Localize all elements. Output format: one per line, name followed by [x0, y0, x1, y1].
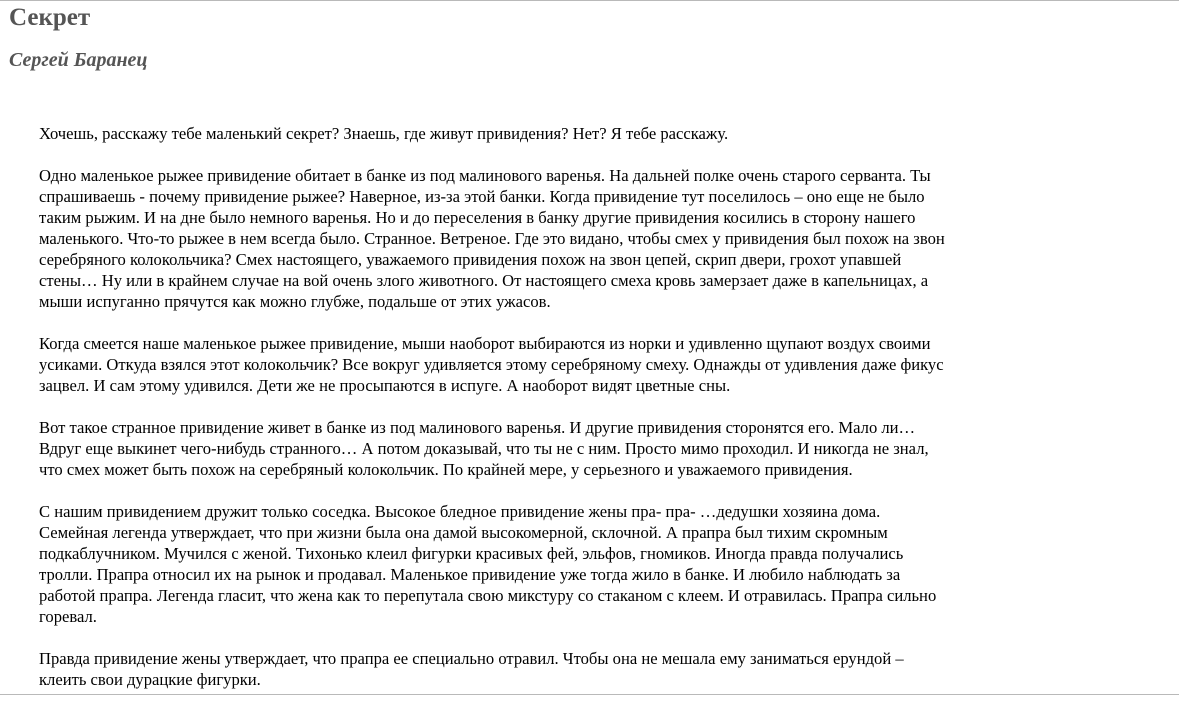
story-text: [39, 123, 1029, 711]
paragraph-line: Семейная легенда утверждает, что при жизни была она дамой высокомерной, склочной. А прапра был тихим скромным: [39, 523, 888, 542]
paragraph-line: Когда смеется наше маленькое рыжее привидение, мыши наоборот выбираются из норки и удивленно щупают воздух своими: [39, 334, 931, 353]
paragraph-line: что смех может быть похож на серебряный колокольчик. По крайней мере, у серьезного и уважаемого привидения.: [39, 460, 853, 479]
story-paragraph: [39, 501, 1029, 627]
paragraph-line: таким рыжим. И на дне было немного варенья. Но и до переселения в банку другие привидения косились в сторону нашего: [39, 208, 916, 227]
paragraph-line: Одно маленькое рыжее привидение обитает в банке из под малинового варенья. На дальней полке очень старого серванта. Ты: [39, 166, 931, 185]
paragraph-line: серебряного колокольчика? Смех настоящего, уважаемого привидения похож на звон цепей, скрип двери, грохот упавшей: [39, 250, 902, 269]
paragraph-line: стены… Ну или в крайнем случае на вой очень злого животного. От настоящего смеха кровь замерзает даже в капельницах, а: [39, 271, 929, 290]
paragraph-line: усиками. Откуда взялся этот колокольчик? Все вокруг удивляется этому серебряному смеху. Однажды от удивления даже фикус: [39, 355, 944, 374]
paragraph-line: горевал.: [39, 607, 97, 626]
paragraph-line: подкаблучником. Мучился с женой. Тихонько клеил фигурки красивых фей, эльфов, гномиков. Иногда правда получались: [39, 544, 904, 563]
paragraph-line: С нашим привидением дружит только соседка. Высокое бледное привидение жены пра- пра- …дедушки хозяина дома.: [39, 502, 881, 521]
paragraph-line: мыши испуганно прячутся как можно глубже, подальше от этих ужасов.: [39, 292, 551, 311]
paragraph-line: тролли. Прапра относил их на рынок и продавал. Маленькое привидение уже тогда жило в банке. И любило наблюдать за: [39, 565, 901, 584]
story-paragraph: [39, 333, 1029, 396]
paragraph-line: Хочешь, расскажу тебе маленький секрет? Знаешь, где живут привидения? Нет? Я тебе расскажу.: [39, 124, 729, 143]
paragraph-line: Правда привидение жены утверждает, что прапра ее специально отравил. Чтобы она не мешала ему заниматься ерундой –: [39, 649, 904, 668]
paragraph-line: Вдруг еще выкинет чего-нибудь странного… А потом доказывай, что ты не с ним. Просто мимо проходил. И никогда не знал,: [39, 439, 929, 458]
story-paragraph: [39, 417, 1029, 480]
paragraph-line: спрашиваешь - почему привидение рыжее? Наверное, из-за этой банки. Когда привидение тут поселилось – оно еще не было: [39, 187, 925, 206]
story-paragraph: [39, 123, 1029, 144]
paragraph-line: клеить свои дурацкие фигурки.: [39, 670, 261, 689]
paragraph-line: маленького. Что-то рыжее в нем всегда было. Странное. Ветреное. Где это видано, чтобы смех у привидения был похож на звон: [39, 229, 945, 248]
story-paragraph: [39, 165, 1029, 312]
author-name: Сергей Баранец: [9, 49, 148, 71]
paragraph-line: работой прапра. Легенда гласит, что жена как то перепутала свою микстуру со стаканом с клеем. И отравилась. Прапра сильно: [39, 586, 937, 605]
page-title: Секрет: [9, 4, 91, 31]
story-paragraph: [39, 648, 1029, 690]
paragraph-line: зацвел. И сам этому удивился. Дети же не просыпаются в испуге. А наоборот видят цветные сны.: [39, 376, 731, 395]
paragraph-line: Вот такое странное привидение живет в банке из под малинового варенья. И другие привидения сторонятся его. Мало ли…: [39, 418, 916, 437]
